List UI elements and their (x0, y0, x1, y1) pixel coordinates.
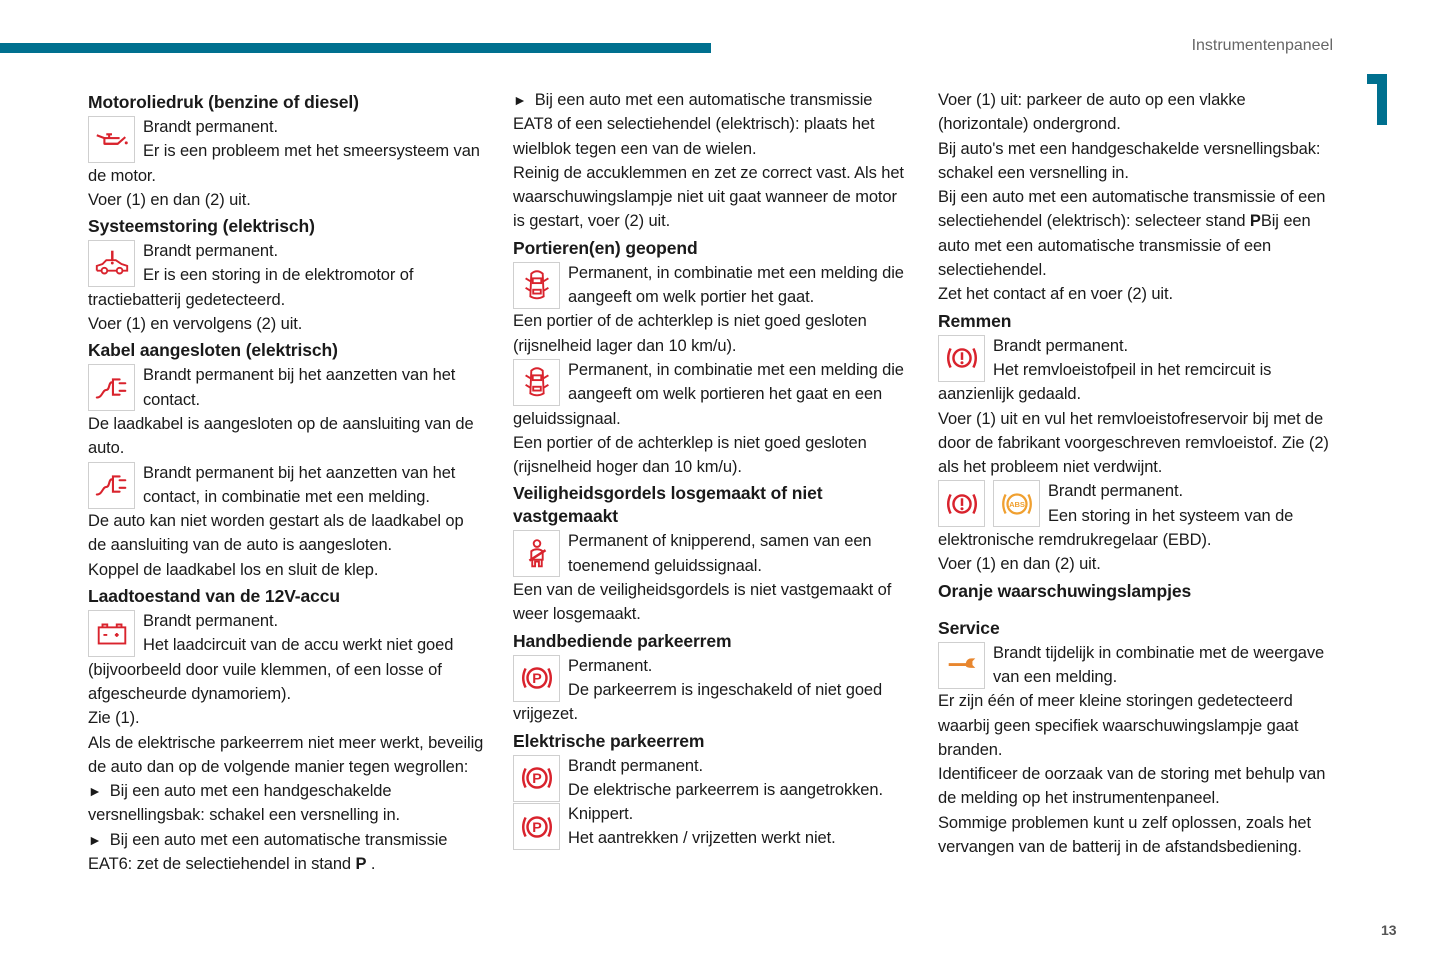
text: Bij een auto met een automatische transmissie of een selectiehendel (elektrisch): selecteer stand (938, 188, 1326, 231)
entry-doors-b (513, 358, 913, 479)
heading-handbrake: Handbediende parkeerrem (513, 630, 732, 651)
text: Permanent, in combinatie met een melding die aangeeft om welk portieren het gaat en een geluidssignaal. (513, 360, 904, 428)
entry-brakes-a (938, 334, 1338, 480)
heading-cable-connected: Kabel aangesloten (elektrisch) (88, 340, 338, 361)
entry-cable-connected-a (88, 363, 484, 460)
entry-seatbelt (513, 529, 913, 626)
heading-service: Service (938, 617, 1000, 638)
text: Brandt permanent bij het aanzetten van het contact. (143, 366, 456, 409)
heading-system-fault: Systeemstoring (elektrisch) (88, 216, 315, 237)
text: Een portier of de achterklep is niet goed gesloten (rijsnelheid hoger dan 10 km/u). (513, 433, 867, 477)
text: Reinig de accuklemmen en zet ze correct vast. Als het waarschuwingslampje niet uit gaat wanneer de motor is gestart, voer (2) uit. (513, 163, 904, 231)
heading-doors-open: Portieren(en) geopend (513, 237, 698, 258)
text: Bij een auto met een automatische transmissie EAT6: zet de selectiehendel in stand (88, 830, 448, 874)
text: De parkeerrem is ingeschakeld of niet goed vrijgezet. (513, 680, 883, 724)
text: De auto kan niet worden gestart als de laadkabel op de aansluiting van de auto is aangesloten. (88, 512, 464, 555)
text: Bij een auto met een automatische transmissie EAT8 of een selectiehendel (elektrisch): plaats het wielblok tegen een van de wielen. (513, 91, 875, 158)
text: Permanent of knipperend, samen van een toenemend geluidssignaal. (568, 532, 872, 575)
wrench-icon (938, 642, 985, 689)
text: Voer (1) en dan (2) uit. (88, 190, 251, 209)
svg-text:P: P (531, 771, 542, 788)
text: Bij auto's met een handgeschakelde versnellingsbak: schakel een versnelling in. (938, 139, 1321, 182)
triangle-bullet-icon: ► (513, 92, 527, 108)
svg-text:P: P (531, 671, 542, 688)
column-2 (513, 88, 913, 851)
text: Er zijn één of meer kleine storingen gedetecteerd waarbij geen specifiek waarschuwingslampje gaat branden. (938, 692, 1299, 759)
text: Brandt permanent. (568, 756, 703, 775)
text: . (366, 855, 376, 874)
brake-warning-icon (938, 335, 985, 382)
battery-icon (88, 610, 135, 657)
text: Een storing in het systeem van de elektronische remdrukregelaar (EBD). (938, 506, 1294, 550)
text: Brandt permanent. (143, 242, 278, 261)
bullet-item (88, 828, 484, 877)
text: Bij een auto met een handgeschakelde versnellingsbak: schakel een versnelling in. (88, 782, 401, 825)
text: Permanent, in combinatie met een melding die aangeeft om welk portier het gaat. (568, 263, 904, 307)
svg-text:P: P (531, 819, 542, 836)
text: Knippert. (568, 805, 634, 824)
text: Het laadcircuit van de accu werkt niet goed (bijvoorbeeld door vuile klemmen, of een losse of afgescheurde dynamoriem). (88, 636, 454, 703)
heading-orange-warning-lights: Oranje waarschuwingslampjes (938, 580, 1192, 601)
parking-brake-icon (513, 655, 560, 702)
abs-warning-icon (993, 480, 1040, 527)
text: Brandt tijdelijk in combinatie met de weergave van een melding. (993, 643, 1325, 686)
entry-system-fault (88, 239, 484, 336)
text: Voer (1) uit en vul het remvloeistofreservoir bij met de door de fabrikant voorgeschreven remvloeistof. Zie (2) als het probleem niet verdwijnt. (938, 409, 1329, 477)
charging-plug-icon (88, 364, 135, 411)
entry-service (938, 641, 1338, 860)
text: Bij een auto met een automatische transmissie of een selectiehendel. (938, 212, 1311, 280)
triangle-bullet-icon: ► (88, 783, 102, 800)
text: Brandt permanent. (143, 118, 278, 136)
bullet-item (88, 779, 484, 828)
heading-seatbelt: Veiligheidsgordels losgemaakt of niet vastgemaakt (513, 483, 823, 527)
text: Er is een probleem met het smeersysteem van de motor. (88, 142, 480, 185)
text: P (355, 855, 367, 874)
charging-plug-icon (88, 462, 135, 509)
entry-oil-pressure (88, 115, 484, 212)
oil-pressure-icon (88, 116, 135, 163)
text: Het aantrekken / vrijzetten werkt niet. (568, 829, 836, 848)
text: Sommige problemen kunt u zelf oplossen, zoals het vervangen van de batterij in de afstandsbediening. (938, 813, 1311, 857)
triangle-bullet-icon: ► (88, 831, 102, 848)
text: Voer (1) en vervolgens (2) uit. (88, 315, 303, 334)
text: Brandt permanent. (1048, 482, 1183, 501)
page-number: 13 (1381, 922, 1397, 938)
heading-oil-pressure: Motoroliedruk (benzine of diesel) (88, 92, 359, 112)
text: Het remvloeistofpeil in het remcircuit is aanzienlijk gedaald. (938, 360, 1272, 404)
entry-doors-a (513, 261, 913, 358)
text: Brandt permanent bij het aanzetten van het contact, in combinatie met een melding. (143, 463, 456, 506)
svg-text:ABS: ABS (1008, 499, 1025, 509)
heading-battery: Laadtoestand van de 12V-accu (88, 586, 341, 607)
text: Een portier of de achterklep is niet goed gesloten (rijsnelheid lager dan 10 km/u). (513, 312, 867, 355)
heading-electric-parking-brake: Elektrische parkeerrem (513, 730, 705, 751)
text: Permanent. (568, 656, 653, 675)
parking-brake-icon (513, 803, 560, 850)
text: Voer (1) en dan (2) uit. (938, 555, 1101, 574)
text: Als de elektrische parkeerrem niet meer werkt, beveilig de auto dan op de volgende manier tegen wegrollen: (88, 733, 484, 776)
column-1 (88, 88, 484, 876)
bullet-item (513, 88, 913, 161)
text: Er is een storing in de elektromotor of tractiebatterij gedetecteerd. (88, 266, 414, 309)
brake-warning-icon (938, 480, 985, 527)
car-fault-icon (88, 240, 135, 287)
text (938, 185, 1338, 282)
seatbelt-icon (513, 530, 560, 577)
chapter-number (1365, 72, 1395, 127)
text: De elektrische parkeerrem is aangetrokken. (568, 780, 883, 799)
text: Koppel de laadkabel los en sluit de klep. (88, 560, 379, 579)
text: Zie (1). (88, 709, 140, 728)
entry-battery (88, 609, 484, 876)
door-open-icon (513, 359, 560, 406)
door-open-icon (513, 262, 560, 309)
entry-ebrake-b (513, 802, 913, 851)
heading-brakes: Remmen (938, 310, 1012, 331)
text: P (1249, 212, 1261, 231)
section-title: Instrumentenpaneel (1191, 37, 1333, 54)
text: Voer (1) uit: parkeer de auto op een vlakke (horizontale) ondergrond. (938, 91, 1246, 134)
text: Zet het contact af en voer (2) uit. (938, 285, 1173, 304)
text: De laadkabel is aangesloten op de aansluiting van de auto. (88, 414, 474, 458)
column-3 (938, 88, 1338, 859)
header-accent-bar (0, 43, 711, 53)
text: Brandt permanent. (143, 612, 278, 631)
entry-cable-connected-b (88, 461, 484, 582)
text: Identificeer de oorzaak van de storing met behulp van de melding op het instrumentenpaneel. (938, 765, 1326, 808)
entry-ebrake-a (513, 754, 913, 803)
text: Een van de veiligheidsgordels is niet vastgemaakt of weer losgemaakt. (513, 581, 892, 624)
parking-brake-icon (513, 755, 560, 802)
entry-brakes-b (938, 479, 1338, 576)
text: Brandt permanent. (993, 336, 1128, 355)
entry-handbrake (513, 654, 913, 727)
